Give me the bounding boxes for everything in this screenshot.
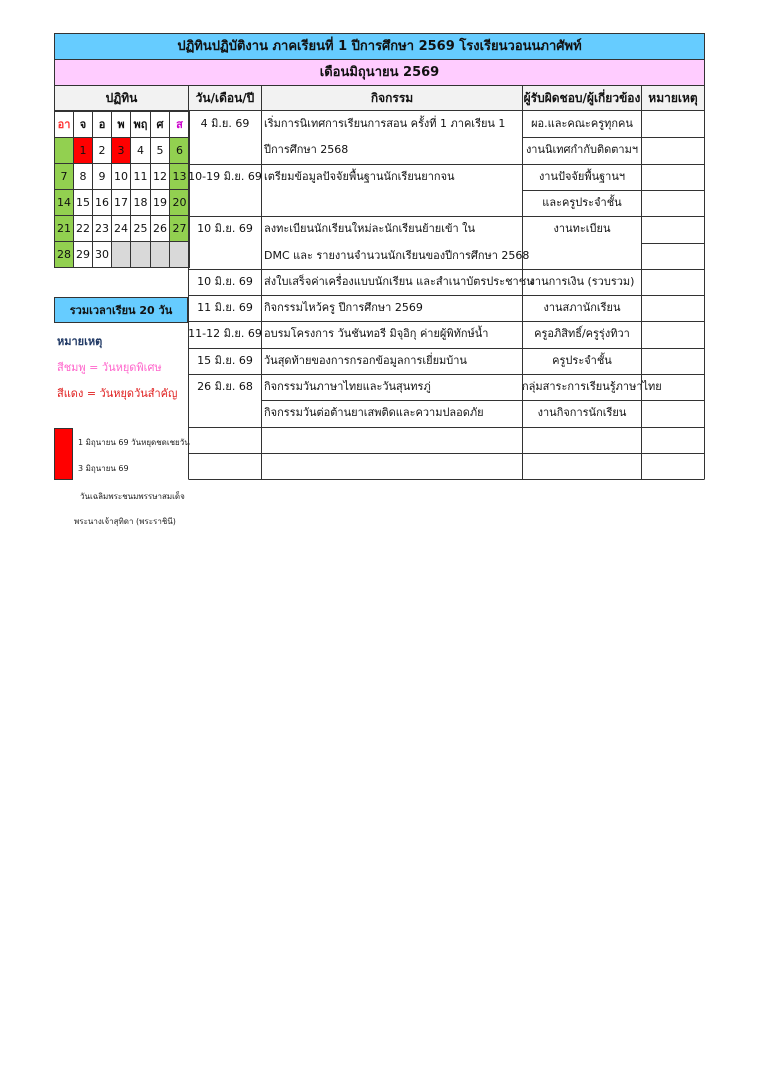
- calendar-day: 30: [92, 241, 112, 268]
- calendar-day: 4: [130, 137, 151, 164]
- row-date: [188, 140, 262, 162]
- calendar-day: 24: [111, 215, 131, 242]
- row-date: 4 มิ.ย. 69: [200, 117, 250, 130]
- row-activity: DMC และ รายงานจำนวนนักเรียนของปีการศึกษา 2568: [264, 248, 530, 262]
- calendar-day: 6: [169, 137, 190, 164]
- calendar-day: 26: [150, 215, 170, 242]
- row-activity: เตรียมข้อมูลปัจจัยพื้นฐานนักเรียนยากจน: [264, 169, 455, 183]
- weekday-label: พฤ: [130, 111, 151, 138]
- red-legend: สีแดง = วันหยุดวันสำคัญ: [57, 387, 178, 400]
- row-responsible: ครูอภิสิทธิ์/ครูรุ่งทิวา: [534, 327, 630, 341]
- row-date: 26 มิ.ย. 68: [197, 380, 253, 393]
- calendar-day: 20: [169, 189, 190, 216]
- calendar-day: 10: [111, 163, 131, 190]
- row-responsible: [522, 246, 642, 268]
- calendar-day: [130, 241, 151, 268]
- row-activity: [261, 430, 523, 452]
- calendar-day: 22: [73, 215, 93, 242]
- row-activity: อบรมโครงการ วันชันทอรี มิจุอิกุ ค่ายผู้พิทักษ์น้ำ: [264, 327, 489, 341]
- weekday-label: พ: [111, 111, 131, 138]
- row-responsible: [522, 430, 642, 452]
- row-activity: กิจกรรมวันภาษาไทยและวันสุนทรภู่: [264, 380, 431, 393]
- row-responsible: ครูประจำชั้น: [552, 353, 612, 367]
- calendar-day: 14: [54, 189, 74, 216]
- calendar-day: 9: [92, 163, 112, 190]
- weekday-label: อ: [92, 111, 112, 138]
- row-activity: ปีการศึกษา 2568: [264, 143, 349, 157]
- row-activity: วันสุดท้ายของการกรอกข้อมูลการเยี่ยมบ้าน: [264, 353, 467, 367]
- holiday-note-3: วันเฉลิมพระชนมพรรษาสมเด็จ: [80, 492, 185, 501]
- row-responsible: งานนิเทศกำกับติดตามฯ: [525, 143, 639, 157]
- calendar-day: 28: [54, 241, 74, 268]
- calendar-day: 29: [73, 241, 93, 268]
- row-responsible: งานการเงิน (รวบรวม): [529, 274, 635, 288]
- row-responsible: งานสภานักเรียน: [543, 301, 621, 315]
- calendar-day: 27: [169, 215, 190, 242]
- holiday-note-2: 3 มิถุนายน 69: [78, 464, 129, 473]
- calendar-sheet: [54, 33, 705, 526]
- holiday-note-1: 1 มิถุนายน 69 วันหยุดชดเชยวัน: [78, 438, 190, 447]
- row-date: 10 มิ.ย. 69: [197, 222, 253, 236]
- remark-header: หมายเหตุ: [641, 86, 705, 111]
- weekday-label: ศ: [150, 111, 170, 138]
- calendar-day: 11: [130, 163, 151, 190]
- row-date: [188, 193, 262, 215]
- calendar-day: 1: [73, 137, 93, 164]
- row-activity: เริ่มการนิเทศการเรียนการสอน ครั้งที่ 1 ภาคเรียน 1: [264, 117, 506, 130]
- calendar-day: 17: [111, 189, 131, 216]
- calendar-day: 16: [92, 189, 112, 216]
- row-responsible: งานปัจจัยพื้นฐานฯ: [538, 169, 626, 183]
- calendar-day: 5: [150, 137, 170, 164]
- row-activity: ส่งใบเสร็จค่าเครื่องแบบนักเรียน และสำเนาบัตรประชาชน: [264, 274, 534, 288]
- row-date: 11 มิ.ย. 69: [197, 301, 253, 315]
- pink-legend: สีชมพู = วันหยุดพิเศษ: [57, 361, 162, 374]
- row-responsible: งานทะเบียน: [553, 222, 611, 236]
- schedule-grid: [54, 86, 705, 526]
- holiday-note-4: พระนางเจ้าสุทิดา (พระราชินี): [74, 517, 176, 526]
- row-date: 15 มิ.ย. 69: [197, 353, 253, 367]
- calendar-day: 21: [54, 215, 74, 242]
- row-date: [188, 456, 262, 478]
- row-date: [188, 246, 262, 268]
- calendar-day: 13: [169, 163, 190, 190]
- row-activity: [261, 456, 523, 478]
- row-activity: กิจกรรมไหว้ครู ปีการศึกษา 2569: [264, 301, 423, 315]
- weekday-label: อา: [54, 111, 74, 138]
- holiday-color-swatch: [54, 428, 73, 480]
- row-activity: ลงทะเบียนนักเรียนใหม่ละนักเรียนย้ายเข้า ใน: [264, 222, 476, 236]
- row-date: 10 มิ.ย. 69: [197, 274, 253, 288]
- row-responsible: กลุ่มสาระการเรียนรู้ภาษาไทย: [522, 380, 662, 393]
- calendar-day: 18: [130, 189, 151, 216]
- calendar-header: ปฏิทิน: [54, 86, 189, 111]
- calendar-day: 7: [54, 163, 74, 190]
- calendar-day: [111, 241, 131, 268]
- notes-title: หมายเหตุ: [57, 335, 103, 348]
- calendar-day: 19: [150, 189, 170, 216]
- calendar-day: [169, 241, 190, 268]
- row-date: [188, 430, 262, 452]
- calendar-day: 25: [130, 215, 151, 242]
- row-date: 11-12 มิ.ย. 69: [188, 327, 262, 341]
- page-title: ปฏิทินปฏิบัติงาน ภาคเรียนที่ 1 ปีการศึกษา 2569 โรงเรียนวอนนภาศัพท์: [54, 33, 705, 60]
- calendar-day: 15: [73, 189, 93, 216]
- calendar-day: [150, 241, 170, 268]
- row-activity: กิจกรรมวันต่อต้านยาเสพติดและความปลอดภัย: [264, 406, 484, 420]
- calendar-day: 12: [150, 163, 170, 190]
- weekday-label: จ: [73, 111, 93, 138]
- row-responsible: งานกิจการนักเรียน: [537, 406, 627, 420]
- calendar-day: [54, 137, 74, 164]
- row-responsible: ผอ.และคณะครูทุกคน: [531, 117, 633, 130]
- month-title: เดือนมิถุนายน 2569: [54, 60, 705, 86]
- row-date: 10-19 มิ.ย. 69: [188, 169, 262, 183]
- calendar-day: 2: [92, 137, 112, 164]
- row-activity: [261, 193, 523, 215]
- total-study-days: รวมเวลาเรียน 20 วัน: [54, 297, 188, 323]
- calendar-day: 3: [111, 137, 131, 164]
- date-header: วัน/เดือน/ปี: [188, 86, 262, 111]
- activity-header: กิจกรรม: [261, 86, 523, 111]
- row-date: [188, 403, 262, 425]
- row-responsible: [522, 456, 642, 478]
- weekday-label: ส: [169, 111, 190, 138]
- row-responsible: และครูประจำชั้น: [542, 195, 622, 209]
- responsible-header: ผู้รับผิดชอบ/ผู้เกี่ยวข้อง: [522, 86, 642, 111]
- calendar-day: 8: [73, 163, 93, 190]
- calendar-day: 23: [92, 215, 112, 242]
